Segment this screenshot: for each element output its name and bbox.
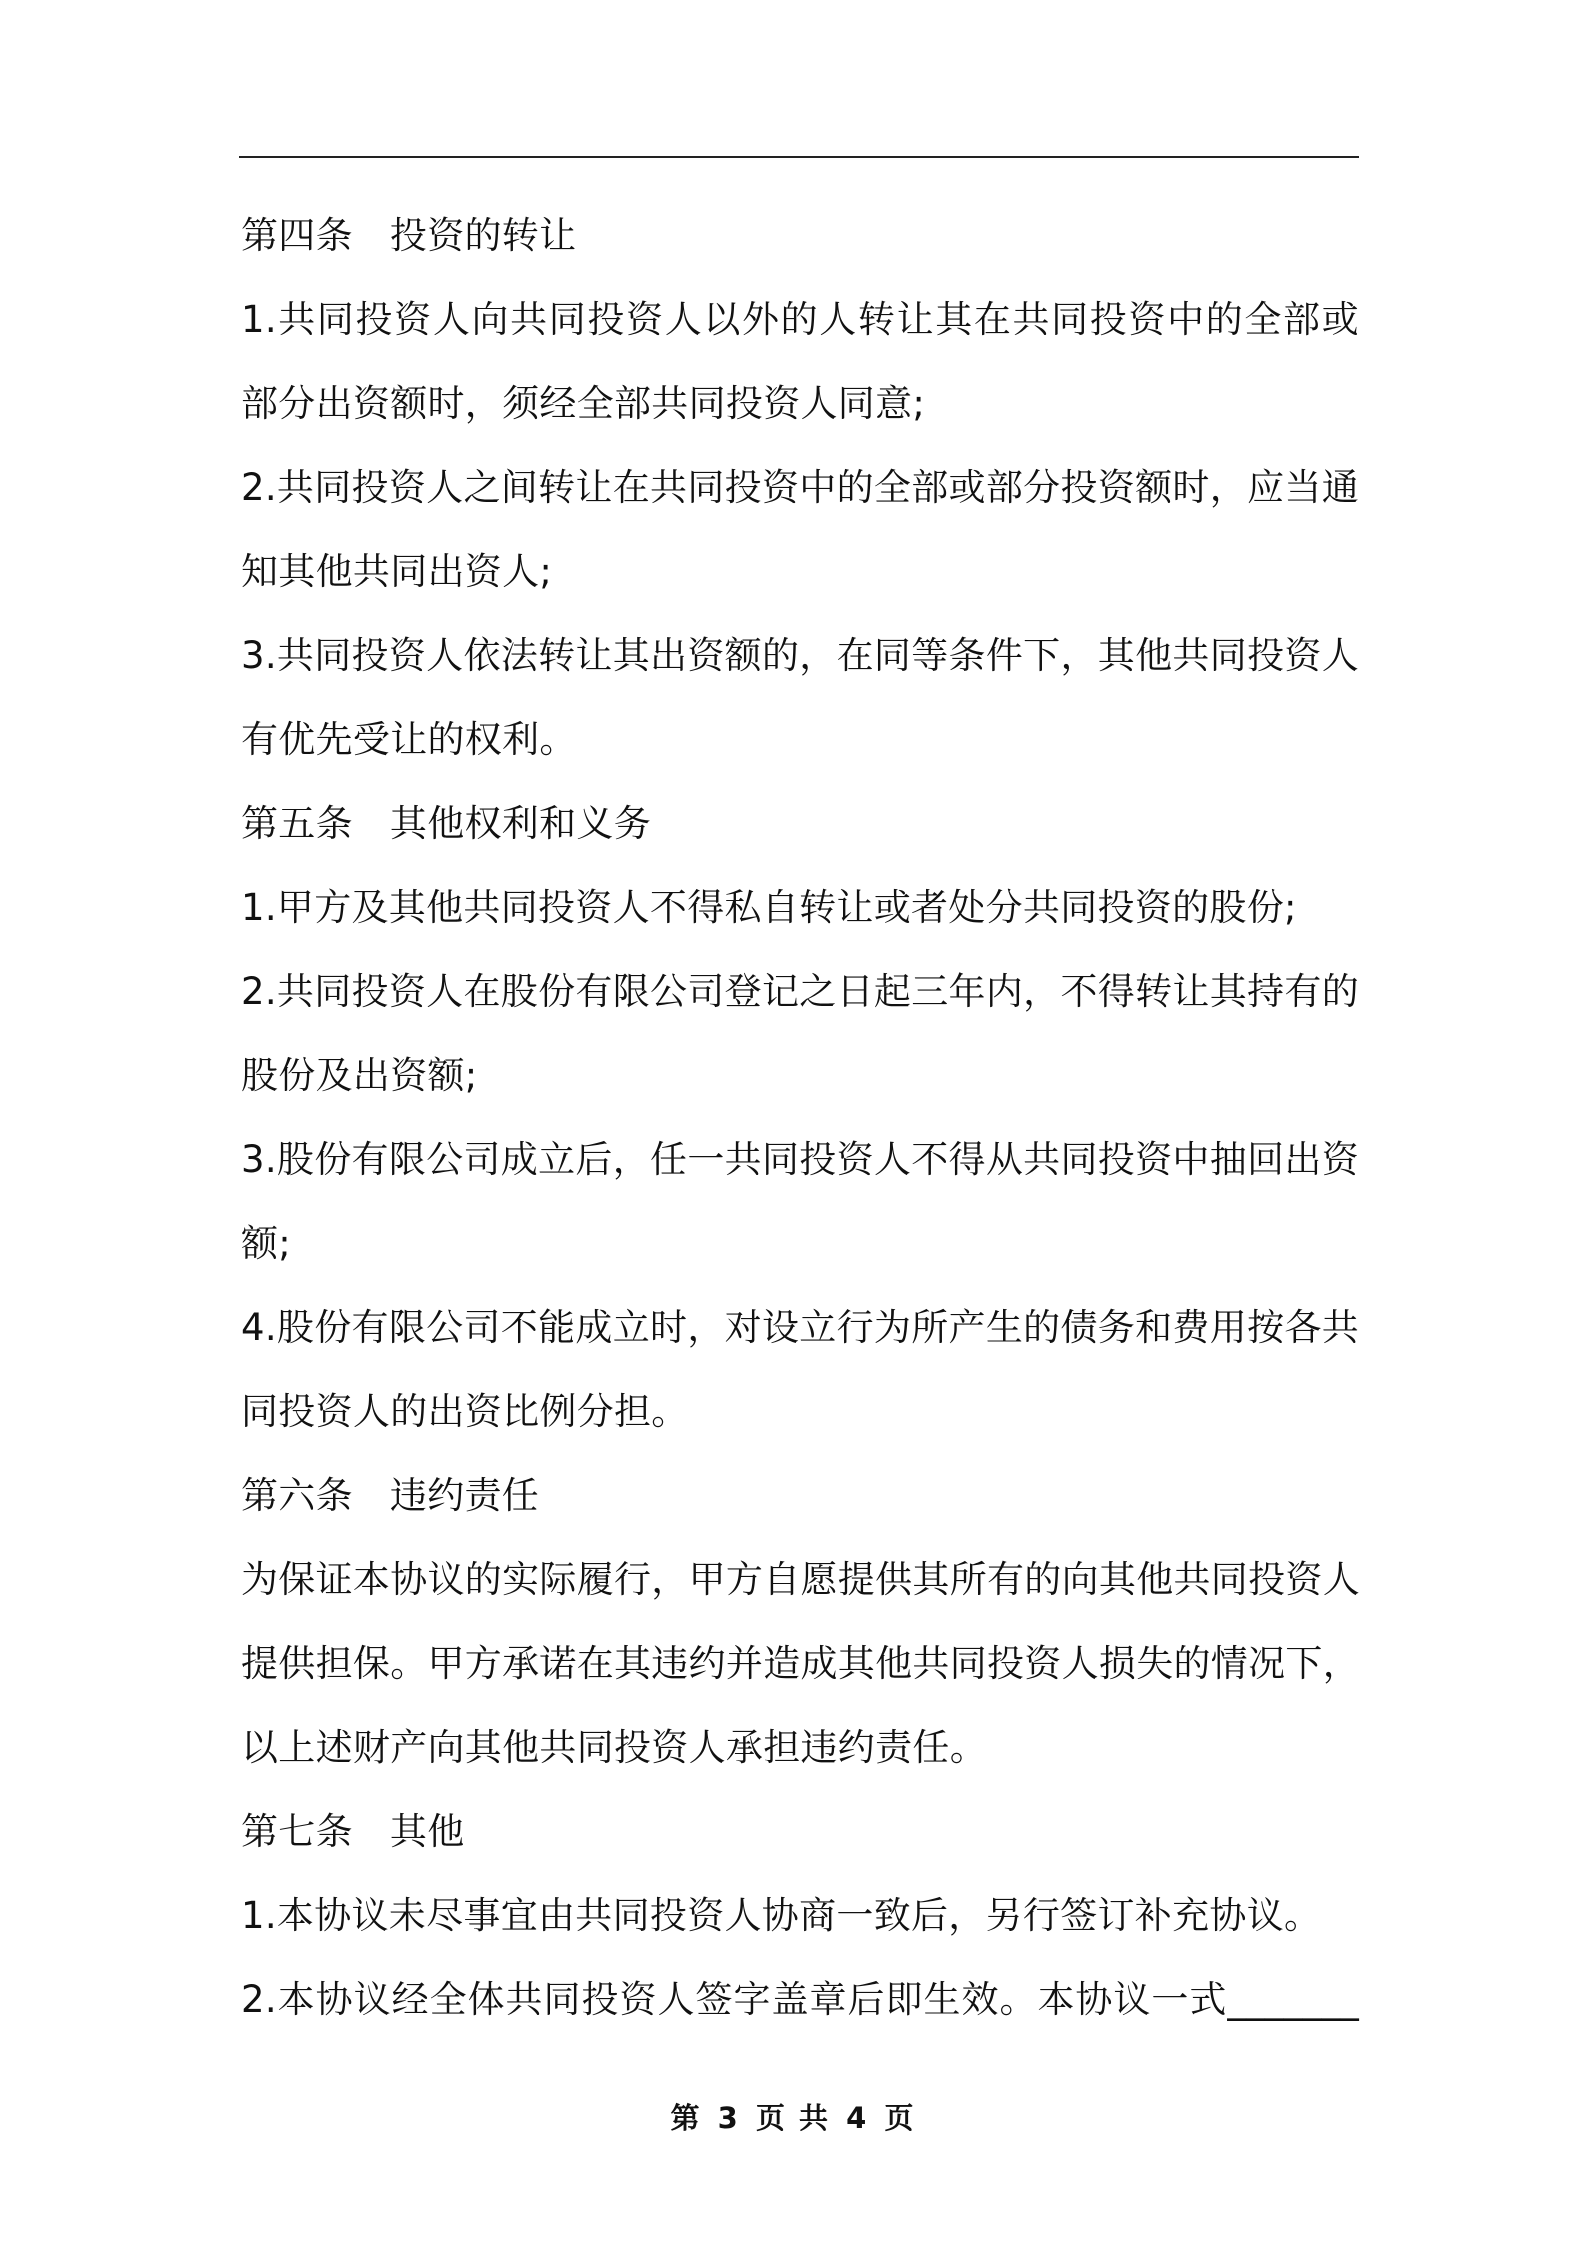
article-title: 违约责任 [389, 1474, 540, 1517]
article-title: 其他权利和义务 [389, 802, 652, 845]
article-title: 其他 [389, 1810, 465, 1853]
article-number: 第七条 [241, 1810, 353, 1853]
header-rule [239, 156, 1359, 158]
text-line: 3.共同投资人依法转让其出资额的，在同等条件下，其他共同投资人 [241, 634, 1359, 677]
article-heading [241, 1790, 1359, 1874]
article-number: 第四条 [241, 214, 353, 257]
article-title: 投资的转让 [389, 214, 577, 257]
article-heading [241, 782, 1359, 866]
text-line: 1.共同投资人向共同投资人以外的人转让其在共同投资中的全部或 [241, 298, 1359, 341]
text-line: 知其他共同出资人; [241, 550, 553, 593]
article-number: 第六条 [241, 1474, 353, 1517]
text-line: 有优先受让的权利。 [241, 718, 577, 761]
total-page-number: 4 [846, 2101, 869, 2135]
text-line: 2.共同投资人在股份有限公司登记之日起三年内，不得转让其持有的 [241, 970, 1359, 1013]
text-line: 1.甲方及其他共同投资人不得私自转让或者处分共同投资的股份; [241, 886, 1297, 929]
footer-middle: 页 共 [755, 2101, 831, 2135]
text-line: 2.共同投资人之间转让在共同投资中的全部或部分投资额时，应当通 [241, 466, 1359, 509]
page-footer [0, 2096, 1586, 2137]
text-line: 3.股份有限公司成立后，任一共同投资人不得从共同投资中抽回出资 [241, 1138, 1359, 1181]
text-line: 部分出资额时，须经全部共同投资人同意; [241, 382, 926, 425]
current-page-number: 3 [717, 2101, 740, 2135]
footer-suffix: 页 [884, 2101, 916, 2135]
text-line: 4.股份有限公司不能成立时，对设立行为所产生的债务和费用按各共 [241, 1306, 1359, 1349]
text-line: 以上述财产向其他共同投资人承担违约责任。 [241, 1726, 987, 1769]
footer-prefix: 第 [670, 2101, 702, 2135]
text-line: 股份及出资额; [241, 1054, 478, 1097]
text-line: 2.本协议经全体共同投资人签字盖章后即生效。本协议一式_______ [241, 1978, 1359, 2021]
text-line: 同投资人的出资比例分担。 [241, 1390, 689, 1433]
document-body [241, 194, 1359, 2042]
text-line: 1.本协议未尽事宜由共同投资人协商一致后，另行签订补充协议。 [241, 1894, 1322, 1937]
text-line: 为保证本协议的实际履行，甲方自愿提供其所有的向其他共同投资人 [241, 1558, 1360, 1601]
article-heading [241, 194, 1359, 278]
text-line: 额; [241, 1222, 292, 1265]
article-number: 第五条 [241, 802, 353, 845]
text-line: 提供担保。甲方承诺在其违约并造成其他共同投资人损失的情况下， [241, 1642, 1360, 1685]
article-heading [241, 1454, 1359, 1538]
